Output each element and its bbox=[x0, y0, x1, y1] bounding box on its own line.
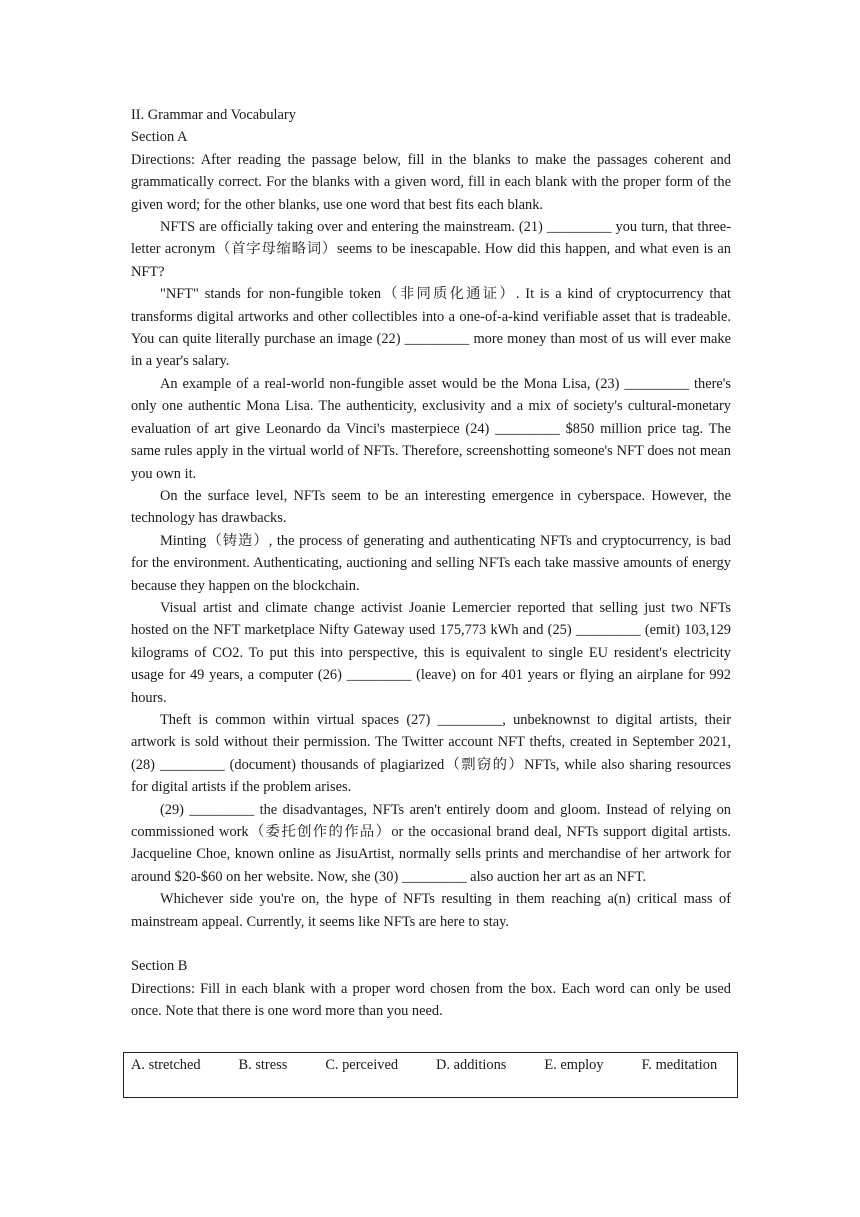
passage-paragraph: Minting（铸造）, the process of generating and authenticating NFTs and cryptocurrency, is bad for the environment. Authenticating, auctioning and selling NFTs each take massive amounts of energy because they happen on the blockchain. bbox=[131, 532, 731, 594]
word-option: B. stress bbox=[238, 1057, 288, 1073]
word-option: A. stretched bbox=[131, 1057, 201, 1073]
passage-paragraph: Theft is common within virtual spaces (27) _________, unbeknownst to digital artists, their artwork is sold without their permission. The Twitter account NFT thefts, created in September 2021, (28) _________ (document) thousands of plagiarized（剽窃的）NFTs, while also sharing resources for digital artists if the problem arises. bbox=[131, 711, 731, 796]
passage-paragraph: On the surface level, NFTs seem to be an interesting emergence in cyberspace. However, the technology has drawbacks. bbox=[131, 487, 731, 527]
section-a-directions: Directions: After reading the passage below, fill in the blanks to make the passages coherent and grammatically correct. For the blanks with a given word, fill in each blank with the proper form of the given word; for the other blanks, use one word that best fits each blank. bbox=[131, 151, 731, 213]
passage-paragraph: "NFT" stands for non-fungible token（非同质化通证）. It is a kind of cryptocurrency that transforms digital artworks and other collectibles into a one-of-a-kind verifiable asset that is tradeable. You can quite literally purchase an image (22) _________ more money than most of us will ever make in a year's salary. bbox=[131, 286, 731, 370]
passage-paragraph: Visual artist and climate change activist Joanie Lemercier reported that selling just two NFTs hosted on the NFT marketplace Nifty Gateway used 175,773 kWh and (25) _________ (emit) 103,129 kilograms of CO2. To put this into perspective, this is equivalent to single EU resident's electricity usage for 49 years, a computer (26) _________ (leave) on for 401 years or flying an airplane for 992 hours. bbox=[131, 599, 731, 706]
section-b-directions: Directions: Fill in each blank with a proper word chosen from the box. Each word can only be used once. Note that there is one word more than you need. bbox=[131, 980, 731, 1020]
passage-paragraph: NFTS are officially taking over and entering the mainstream. (21) _________ you turn, that three-letter acronym（首字母缩略词）seems to be inescapable. How did this happen, and what even is an NFT? bbox=[131, 219, 731, 280]
section-b-title: Section B bbox=[131, 958, 188, 975]
passage-paragraph: An example of a real-world non-fungible asset would be the Mona Lisa, (23) _________ there's only one authentic Mona Lisa. The authenticity, exclusivity and a mix of society's cultural-monetary evaluation of art give Leonardo da Vinci's masterpiece (24) _________ $850 million price tag. The same rules apply in the virtual world of NFTs. Therefore, screenshotting someone's NFT does not mean you own it. bbox=[131, 375, 731, 482]
part-heading: II. Grammar and Vocabulary bbox=[131, 107, 296, 123]
word-option: F. meditation bbox=[641, 1057, 718, 1073]
passage-paragraph: (29) _________ the disadvantages, NFTs aren't entirely doom and gloom. Instead of relying on commissioned work（委托创作的作品）or the occasional brand deal, NFTs support digital artists. Jacqueline Choe, known online as JisuArtist, normally sells prints and merchandise of her artwork for around $20-$60 on her website. Now, she (30) _________ also auction her art as an NFT. bbox=[131, 801, 731, 885]
word-options-box bbox=[123, 1052, 738, 1098]
worksheet-page bbox=[131, 104, 731, 1023]
word-option: E. employ bbox=[544, 1057, 604, 1073]
section-gap bbox=[131, 933, 731, 955]
passage-paragraph: Whichever side you're on, the hype of NFTs resulting in them reaching a(n) critical mass of mainstream appeal. Currently, it seems like NFTs are here to stay. bbox=[131, 891, 731, 930]
word-option: D. additions bbox=[436, 1057, 507, 1073]
section-a-title: Section A bbox=[131, 129, 188, 146]
word-option: C. perceived bbox=[325, 1057, 399, 1073]
